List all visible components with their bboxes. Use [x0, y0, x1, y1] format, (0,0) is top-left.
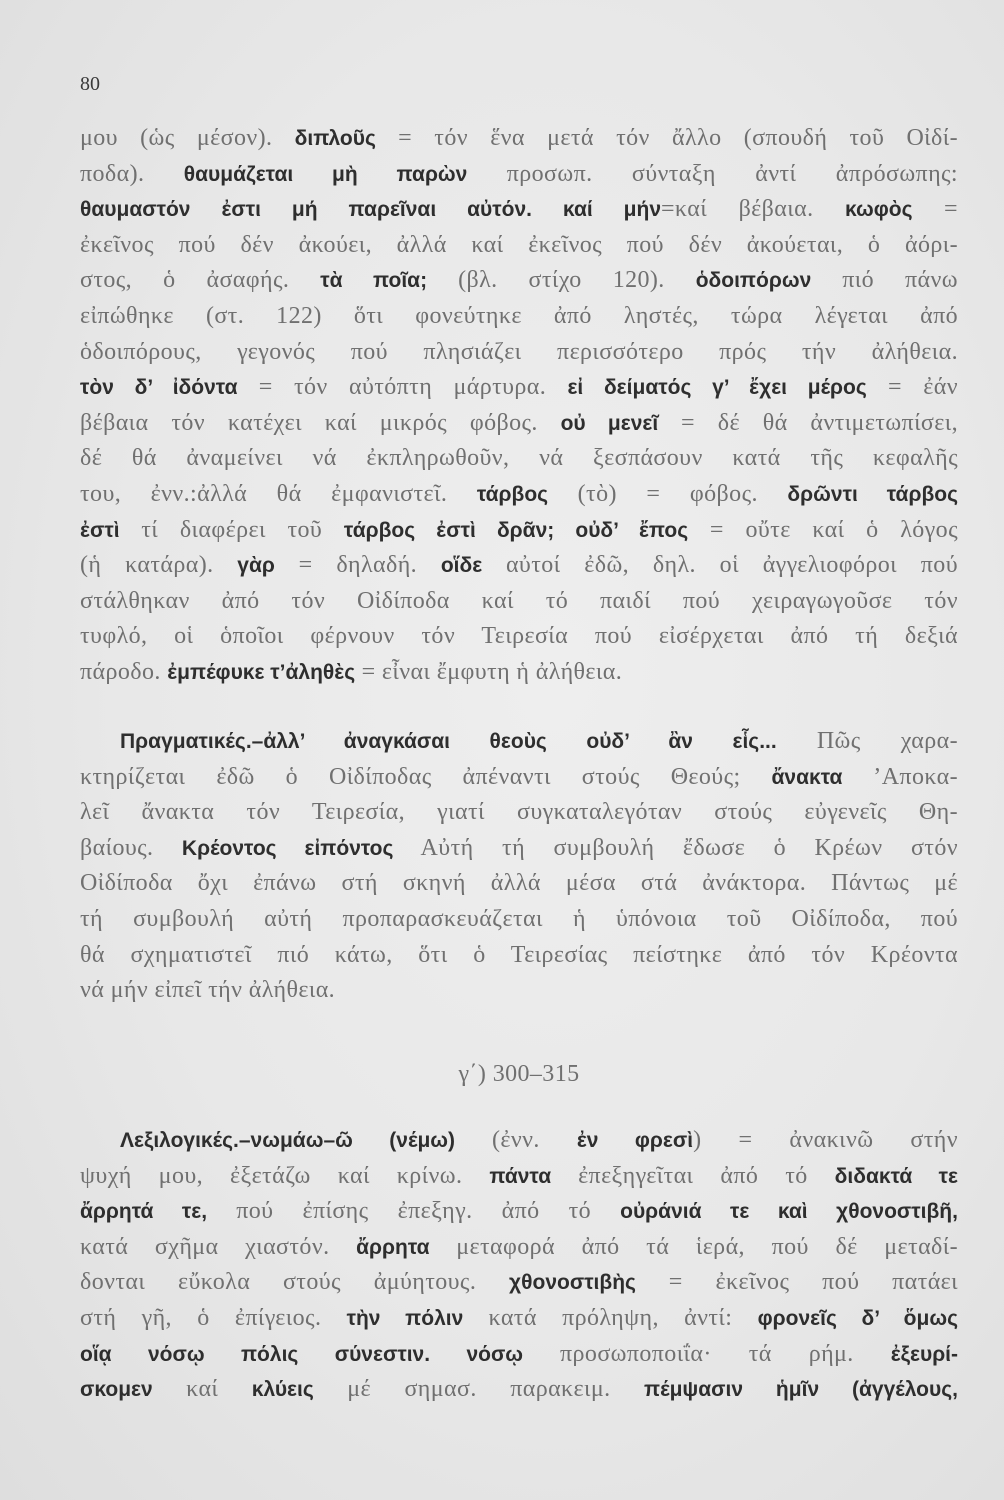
text-line: [80, 477, 958, 513]
text-run: =: [912, 196, 958, 223]
text-run: κατά σχῆμα χιαστόν.: [80, 1233, 357, 1260]
text-run: = δηλαδή.: [274, 552, 441, 579]
text-run: (τὸ) = φόβος.: [548, 480, 788, 507]
text-run: μεταφορά ἀπό τά ἱερά, πού δέ μεταδί-: [429, 1233, 959, 1260]
text-run: = ἐάν: [866, 374, 958, 401]
bold-term: πέμψασιν ἡμῖν (ἀγγέλους,: [644, 1378, 958, 1402]
bold-term: ἐν φρεσὶ: [576, 1129, 694, 1152]
text-run: λεῖ ἄνακτα τόν Τειρεσία, γιατί συγκαταλεγόταν στούς εὐγενεῖς Θη-: [80, 799, 958, 826]
text-run: στος, ὁ ἀσαφής.: [80, 267, 321, 294]
text-run: δέ θά ἀναμείνει νά ἐκπληρωθοῦν, νά ξεσπάσουν κατά τῆς κεφαλῆς: [80, 445, 958, 472]
commentary-paragraph-lexilogikes: [80, 1123, 958, 1408]
bold-term: οἵᾳ νόσῳ πόλις σύνεστιν. νόσῳ: [80, 1342, 524, 1366]
bold-term: ἐξευρί-: [890, 1342, 959, 1366]
text-run: κτηρίζεται ἐδῶ ὁ Οἰδίποδας ἀπέναντι στούς Θεούς;: [80, 763, 772, 790]
bold-term: οἵδε: [440, 554, 483, 578]
bold-term: πάντα: [489, 1164, 552, 1188]
text-line: [80, 831, 958, 867]
text-run: = δέ θά ἀντιμετωπίσει,: [658, 409, 958, 436]
text-run: Αὐτή τή συμβουλή ἔδωσε ὁ Κρέων στόν: [393, 834, 958, 861]
text-line: [80, 192, 958, 228]
bold-term: ἄρρητα: [356, 1235, 430, 1259]
text-run: αὐτοί ἐδῶ, δηλ. οἱ ἀγγελιοφόροι πού: [482, 552, 958, 579]
text-line: [80, 1123, 958, 1159]
bold-term: θαυμαστόν ἐστι μή παρεῖναι αὐτόν. καί μήν: [80, 198, 661, 222]
text-run: προσωποποιΐα· τά ρήμ.: [523, 1340, 891, 1367]
text-run: πού ἐπίσης ἐπεξηγ. ἀπό τό: [207, 1198, 621, 1225]
text-run: ὁδοιπόρους, γεγονός πού πλησιάζει περισσότερο πρός τήν ἀλήθεια.: [80, 338, 958, 365]
text-line: [80, 441, 958, 477]
text-line: [80, 619, 958, 655]
text-line: [80, 724, 958, 760]
text-line: [80, 1372, 958, 1408]
bold-term: δρῶντι τάρβος: [787, 482, 959, 506]
commentary-paragraph-pragmatikes: [80, 724, 958, 1009]
text-line: [80, 1265, 958, 1301]
text-run: μέ σημασ. παρακειμ.: [313, 1376, 645, 1403]
text-line: [80, 1230, 958, 1266]
page-number: 80: [80, 73, 100, 95]
text-line: [80, 1301, 958, 1337]
bold-term: ἐστὶ: [80, 518, 120, 542]
text-run: κατά πρόληψη, ἀντί:: [463, 1304, 758, 1331]
bold-term: Κρέοντος εἰπόντος: [181, 836, 394, 860]
text-run: στή γῆ, ὁ ἐπίγειος.: [80, 1304, 347, 1331]
bold-term: ἄρρητά τε,: [80, 1200, 208, 1224]
text-run: πιό πάνω: [811, 267, 958, 294]
text-run: = ἐκεῖνος πού πατάει: [635, 1269, 958, 1296]
bold-term: χθονοστιβὴς: [509, 1271, 636, 1295]
text-run: = εἶναι ἔμφυτη ἡ ἀλήθεια.: [355, 658, 623, 685]
section-heading: γ΄) 300–315: [458, 1061, 580, 1087]
bold-term: σκομεν: [80, 1378, 153, 1402]
commentary-paragraph: [80, 121, 958, 691]
bold-term: οὐράνιά τε καὶ χθονοστιβῆ,: [620, 1200, 958, 1224]
bold-term: γὰρ: [237, 554, 275, 578]
text-run: (ἡ κατάρα).: [80, 552, 238, 579]
text-line: [80, 335, 958, 371]
text-run: ἐκεῖνος πού δέν ἀκούει, ἀλλά καί ἐκεῖνος πού δέν ἀκούεται, ὁ ἀόρι-: [80, 231, 958, 258]
text-line: [80, 973, 958, 1009]
text-line: [80, 370, 958, 406]
text-run: τή συμβουλή αὐτή προπαρασκευάζεται ἡ ὑπόνοια τοῦ Οἰδίποδα, πού: [80, 905, 958, 932]
text-line: [80, 866, 958, 902]
bold-term: κλύεις: [251, 1378, 314, 1402]
text-run: =καί βέβαια.: [661, 196, 845, 223]
text-run: θά σχηματιστεῖ πιό κάτω, ὅτι ὁ Τειρεσίας πείστηκε ἀπό τόν Κρέοντα: [80, 941, 958, 968]
text-run: εἰπώθηκε (στ. 122) ὅτι φονεύτηκε ἀπό ληστές, τώρα λέγεται ἀπό: [80, 302, 958, 329]
bold-term: οὐ μενεῖ: [560, 411, 659, 435]
text-line: [80, 938, 958, 974]
text-line: [80, 121, 958, 157]
text-run: πάροδο.: [80, 658, 168, 685]
text-run: ’Αποκα-: [842, 763, 959, 790]
text-run: προσωπ. σύνταξη ἀντί ἀπρόσωπης:: [467, 160, 958, 187]
text-run: ἐπεξηγεῖται ἀπό τό: [551, 1162, 835, 1189]
bold-term: τὴν πόλιν: [346, 1306, 464, 1330]
bold-term: εἰ δείματός γ’ ἔχει μέρος: [567, 376, 867, 400]
text-line: [80, 1194, 958, 1230]
text-line: [80, 263, 958, 299]
text-run: στάλθηκαν ἀπό τόν Οἰδίποδα καί τό παιδί πού χειραγωγοῦσε τόν: [80, 587, 958, 614]
text-line: [80, 548, 958, 584]
bold-term: ὁδοιπόρων: [695, 269, 812, 293]
text-run: = τόν ἕνα μετά τόν ἄλλο (σπουδή τοῦ Οἰδί-: [375, 125, 958, 151]
text-line: [80, 1159, 958, 1195]
text-run: δονται εὔκολα στούς ἀμύητους.: [80, 1269, 510, 1296]
bold-term: τάρβος ἐστὶ δρᾶν; οὐδ’ ἔπος: [343, 518, 689, 542]
bold-term: Λεξιλογικές.–νωμάω–ῶ (νέμω): [120, 1129, 456, 1152]
text-line: [80, 228, 958, 264]
bold-term: τάρβος: [476, 482, 549, 506]
text-line: [80, 406, 958, 442]
text-line: [80, 1337, 958, 1373]
text-line: [80, 513, 958, 549]
text-run: = τόν αὐτόπτη μάρτυρα.: [237, 374, 568, 401]
bold-term: κωφὸς: [845, 198, 913, 222]
text-line: [80, 299, 958, 335]
bold-term: διπλοῦς: [294, 127, 376, 150]
bold-term: ἐμπέφυκε τ’ἀληθὲς: [167, 660, 356, 684]
text-run: νά μήν εἰπεῖ τήν ἀλήθεια.: [80, 977, 336, 1004]
bold-term: θαυμάζεται μὴ παρὼν: [183, 162, 468, 186]
text-run: Οἰδίποδα ὄχι ἐπάνω στή σκηνή ἀλλά μέσα στά ἀνάκτορα. Πάντως μέ: [80, 870, 958, 897]
text-run: τί διαφέρει τοῦ: [119, 516, 344, 543]
text-run: (ἐνν.: [455, 1127, 577, 1153]
text-line: [80, 584, 958, 620]
text-run: βαίους.: [80, 834, 182, 861]
bold-term: φρονεῖς δ’ ὅμως: [757, 1306, 958, 1330]
bold-term: ἄνακτα: [771, 765, 843, 789]
text-run: του, ἐνν.:ἀλλά θά ἐμφανιστεῖ.: [80, 480, 477, 507]
bold-term: τὸν δ’ ἰδόντα: [80, 376, 238, 400]
bold-term: τὰ ποῖα;: [320, 269, 428, 293]
bold-term: διδακτά τε: [834, 1164, 959, 1188]
text-run: καί: [152, 1376, 252, 1403]
text-line: [80, 760, 958, 796]
text-line: [80, 795, 958, 831]
text-run: τυφλό, οἱ ὁποῖοι φέρνουν τόν Τειρεσία πού εἰσέρχεται ἀπό τή δεξιά: [80, 623, 958, 650]
text-run: = οὔτε καί ὁ λόγος: [688, 516, 958, 543]
text-line: [80, 157, 958, 193]
text-run: (βλ. στίχο 120).: [427, 267, 696, 294]
text-line: [80, 902, 958, 938]
text-line: [80, 655, 958, 691]
text-run: ποδα).: [80, 160, 184, 187]
text-run: ) = ἀνακινῶ στήν: [693, 1127, 958, 1153]
text-run: βέβαια τόν κατέχει καί μικρός φόβος.: [80, 409, 561, 436]
text-run: Πῶς χαρα-: [776, 728, 958, 754]
text-run: μου (ὡς μέσον).: [80, 125, 295, 151]
bold-term: Πραγματικές.–ἀλλ’ ἀναγκάσαι θεοὺς οὐδ’ ἂν εἷς...: [120, 730, 777, 753]
text-run: ψυχή μου, ἐξετάζω καί κρίνω.: [80, 1162, 490, 1189]
